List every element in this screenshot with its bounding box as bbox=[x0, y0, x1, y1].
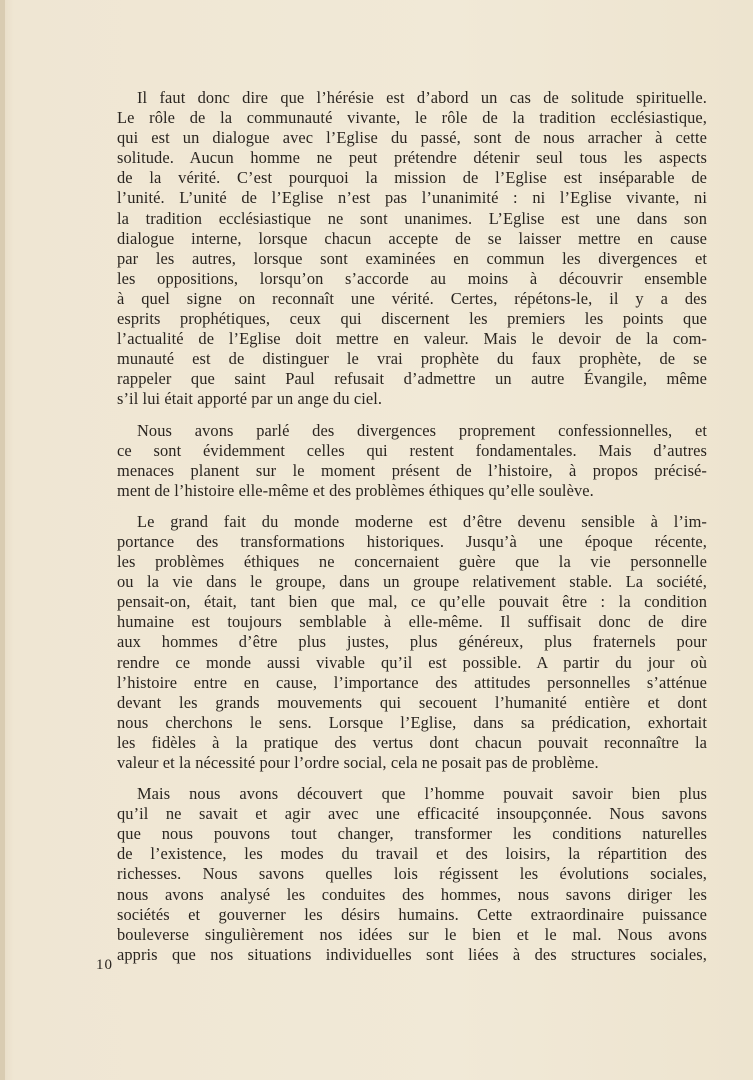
paragraph-1 bbox=[117, 88, 707, 410]
text-line: nous avons analysé les conduites des hommes, nous savons diriger les bbox=[117, 884, 707, 904]
text-line: richesses. Nous savons quelles lois régissent les évolutions sociales, bbox=[117, 864, 707, 884]
text-line: la tradition ecclésiastique ne sont unanimes. L’Eglise est une dans son bbox=[117, 208, 707, 228]
body-text bbox=[117, 88, 707, 976]
text-line: les problèmes éthiques ne concernaient guère que la vie personnelle bbox=[117, 552, 707, 572]
text-line: qui est un dialogue avec l’Eglise du passé, sont de nous arracher à cette bbox=[117, 128, 707, 148]
text-line: par les autres, lorsque sont examinées en commun les divergences et bbox=[117, 248, 707, 268]
text-line: valeur et la nécessité pour l’ordre social, cela ne posait pas de problème. bbox=[117, 753, 599, 772]
text-line: aux hommes d’être plus justes, plus généreux, plus fraternels pour bbox=[117, 632, 707, 652]
text-line: humaine est toujours semblable à elle-même. Il suffisait donc de dire bbox=[117, 612, 707, 632]
text-line: Il faut donc dire que l’hérésie est d’abord un cas de solitude spirituelle. bbox=[137, 88, 707, 107]
text-line: sociétés et gouverner les désirs humains. Cette extraordinaire puissance bbox=[117, 904, 707, 924]
text-line: Mais nous avons découvert que l’homme pouvait savoir bien plus bbox=[137, 784, 707, 804]
text-line: les fidèles à la pratique des vertus dont chacun pouvait reconnaître la bbox=[117, 732, 707, 752]
text-line: que nous pouvons tout changer, transformer les conditions naturelles bbox=[117, 824, 707, 844]
page-number: 10 bbox=[96, 957, 113, 973]
text-line: l’histoire entre en cause, l’importance des attitudes personnelles s’atténue bbox=[117, 672, 707, 692]
text-line: menaces planent sur le moment présent de l’histoire, à propos précisé- bbox=[117, 460, 707, 480]
text-line: rendre ce monde aussi vivable qu’il est possible. A partir du jour où bbox=[117, 652, 707, 672]
text-line: de la vérité. C’est pourquoi la mission de l’Eglise est inséparable de bbox=[117, 168, 707, 188]
text-line: l’actualité de l’Eglise doit mettre en valeur. Mais le devoir de la com- bbox=[117, 329, 707, 349]
text-line: qu’il ne savait et agir avec une efficacité insoupçonnée. Nous savons bbox=[117, 804, 707, 824]
text-line: s’il lui était apporté par un ange du ciel. bbox=[117, 389, 383, 409]
text-line: Le grand fait du monde moderne est d’être devenu sensible à l’im- bbox=[137, 511, 707, 531]
paragraph-4 bbox=[117, 784, 707, 965]
text-line: ce sont évidemment celles qui restent fondamentales. Mais d’autres bbox=[117, 440, 707, 460]
text-line: pensait-on, était, tant bien que mal, ce qu’elle pouvait être : la condition bbox=[117, 592, 707, 612]
text-line: ou la vie dans le groupe, dans un groupe relativement stable. La société, bbox=[117, 572, 707, 592]
text-line: Le rôle de la communauté vivante, le rôle de la tradition ecclésiastique, bbox=[117, 108, 707, 128]
text-line: appris que nos situations individuelles sont liées à des structures sociales, bbox=[117, 944, 707, 964]
text-line: esprits prophétiques, ceux qui discernent les premiers les points que bbox=[117, 309, 707, 329]
text-line: bouleverse singulièrement nos idées sur le bien et le mal. Nous avons bbox=[117, 924, 707, 944]
paragraph-2 bbox=[117, 421, 707, 501]
text-line: à quel signe on reconnaît une vérité. Certes, répétons-le, il y a des bbox=[117, 288, 707, 308]
text-line: portance des transformations historiques. Jusqu’à une époque récente, bbox=[117, 531, 707, 551]
page-binding-edge bbox=[0, 0, 5, 1080]
text-line: munauté est de distinguer le vrai prophète du faux prophète, de se bbox=[117, 349, 707, 369]
text-line: ment de l’histoire elle-même et des problèmes éthiques qu’elle soulève. bbox=[117, 480, 594, 500]
text-line: de l’existence, les modes du travail et des loisirs, la répartition des bbox=[117, 844, 707, 864]
text-line: dialogue interne, lorsque chacun accepte de se laisser mettre en cause bbox=[117, 228, 707, 248]
text-line: rappeler que saint Paul refusait d’admettre un autre Évangile, même bbox=[117, 369, 707, 389]
text-line: les oppositions, lorsqu’on s’accorde au moins à découvrir ensemble bbox=[117, 268, 707, 288]
text-line: Nous avons parlé des divergences proprement confessionnelles, et bbox=[137, 420, 707, 440]
text-line: l’unité. L’unité de l’Eglise n’est pas l’unanimité : ni l’Eglise vivante, ni bbox=[117, 188, 707, 208]
text-line: nous cherchons le sens. Lorsque l’Eglise, dans sa prédication, exhortait bbox=[117, 712, 707, 732]
text-line: devant les grands mouvements qui secouent l’humanité entière et dont bbox=[117, 692, 707, 712]
paragraph-3 bbox=[117, 512, 707, 773]
text-line: solitude. Aucun homme ne peut prétendre détenir seul tous les aspects bbox=[117, 148, 707, 168]
